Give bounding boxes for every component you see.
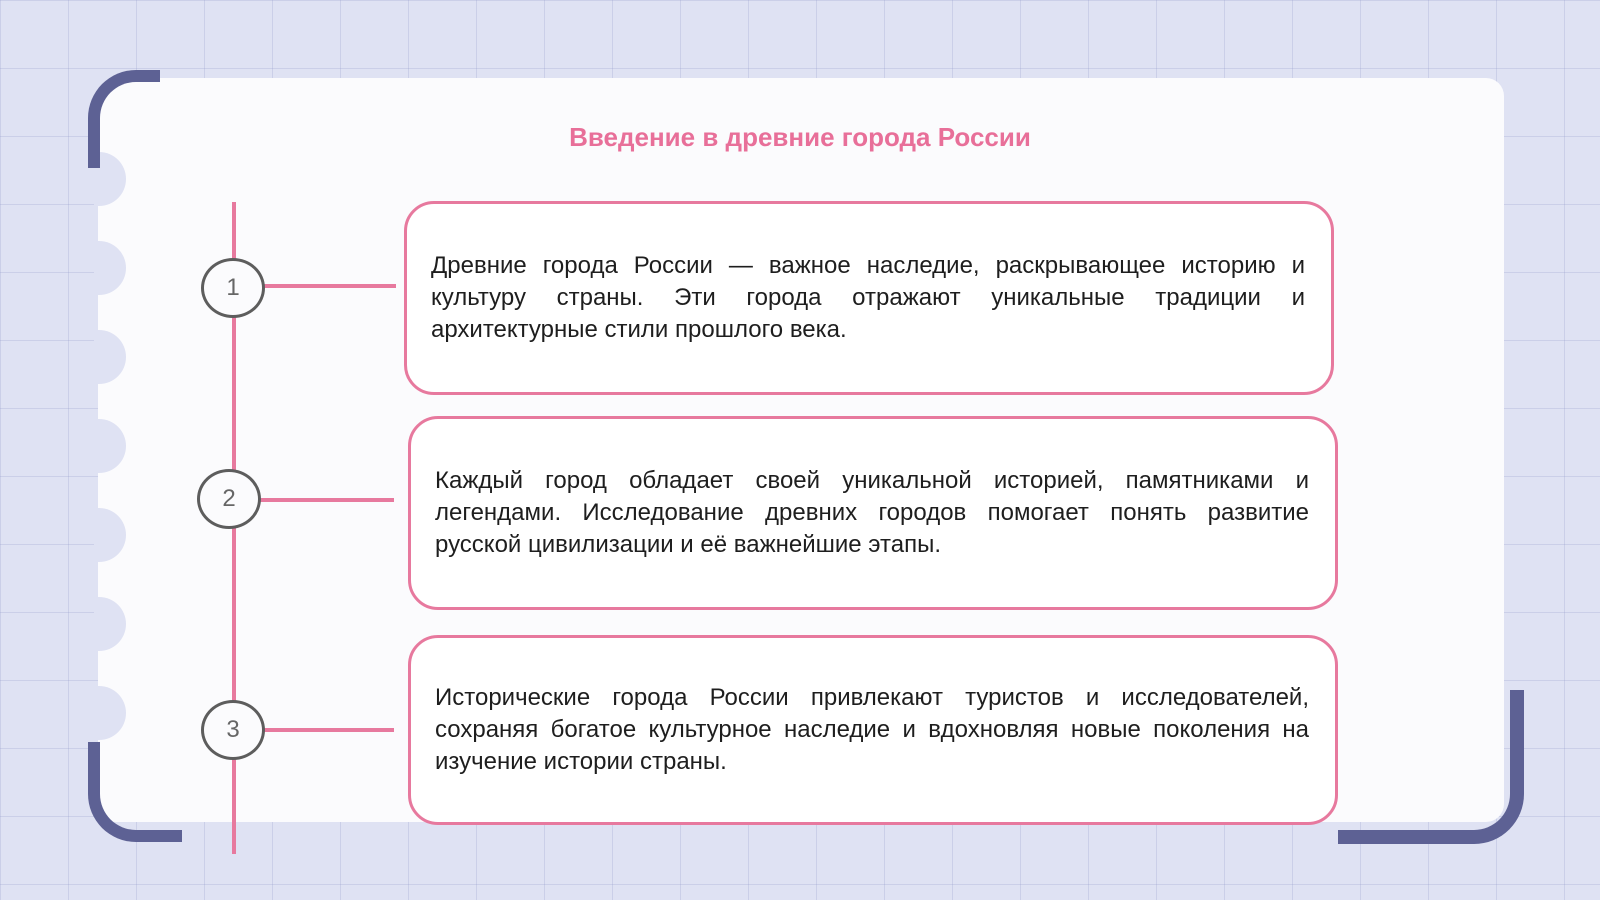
timeline-connector-1 [262, 284, 396, 288]
timeline-node-number: 1 [226, 274, 240, 301]
frame-corner-bottom-left [88, 742, 182, 842]
info-card-text: Исторические города России привлекают туристов и исследователей, сохраняя богатое культурное наследие и вдохновляя новые поколения на изучение истории страны. [435, 684, 1309, 775]
info-card-2 [408, 416, 1338, 610]
info-card-text: Древние города России — важное наследие, раскрывающее историю и культуру страны. Эти города отражают уникальные традиции и архитектурные стили прошлого века. [431, 252, 1305, 343]
timeline-node-number: 2 [222, 485, 236, 512]
timeline-node-2 [197, 469, 261, 529]
info-card-text: Каждый город обладает своей уникальной историей, памятниками и легендами. Исследование древних городов помогает понять развитие русской цивилизации и её важнейшие этапы. [435, 467, 1309, 558]
slide-title: Введение в древние города России [569, 122, 1031, 152]
timeline-connector-3 [262, 728, 394, 732]
frame-corner-top-left [88, 70, 160, 168]
timeline-connector-2 [258, 498, 394, 502]
info-card-3 [408, 635, 1338, 825]
timeline-node-3 [201, 700, 265, 760]
frame-corner-bottom-right [1338, 690, 1524, 844]
info-card-1 [404, 201, 1334, 395]
timeline-node-number: 3 [226, 716, 240, 743]
timeline-node-1 [201, 258, 265, 318]
